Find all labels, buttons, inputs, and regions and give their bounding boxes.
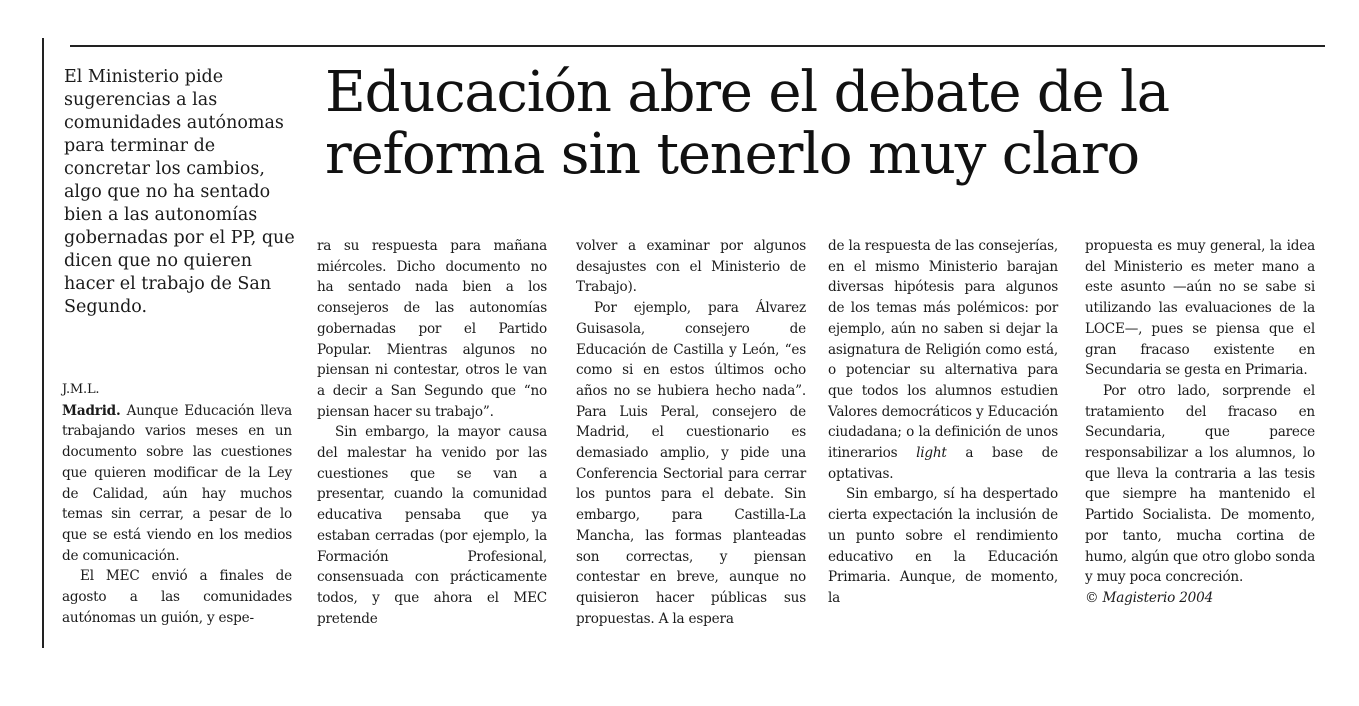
paragraph: ra su respuesta para mañana miércoles. Dicho documento no ha sentado nada bien a los consejeros de las autonomías gobernadas por el Partido Popular. Mientras algunos no piensan ni contestar, otros le van a decir a San Segundo que “no piensan hacer su trabajo”. — [317, 238, 547, 420]
headline — [325, 62, 1345, 186]
article-column-5 — [1085, 236, 1315, 609]
paragraph-text: de la respuesta de las consejerías, en el mismo Ministerio barajan diversas hipótesis para algunos de los temas más polémicos: por ejemplo, aún no saben si dejar la asignatura de Religión como está, o potenciar su alternativa para que todos los alumnos estudien Valores democráticos y Educación ciudadana; o la definición de unos itinerarios — [828, 238, 1058, 462]
paragraph — [828, 236, 1058, 484]
paragraph: volver a examinar por algunos desajustes con el Ministerio de Trabajo). — [576, 238, 806, 296]
paragraph-text: a base de optativas. — [828, 445, 1059, 482]
dateline: Madrid. — [62, 402, 121, 419]
paragraph: propuesta es muy general, la idea del Ministerio es meter mano a este asunto —aún no se sabe si utilizando las evaluaciones de la LOCE—, pues se piensa que el gran fracaso existente en Secundaria se gesta en Primaria. — [1085, 238, 1315, 379]
paragraph: El MEC envió a finales de agosto a las comunidades autónomas un guión, y espe- — [62, 568, 292, 626]
paragraph-text: Aunque Educación lleva trabajando varios meses en un documento sobre las cuestiones que quieren modificar de la Ley de Calidad, aún hay muchos temas sin cerrar, a pesar de lo que se está viendo en los medios de comunicación. — [62, 402, 293, 564]
paragraph — [62, 401, 292, 567]
left-column-rule — [42, 38, 44, 648]
article-column-4 — [828, 236, 1058, 609]
headline-line-1: Educación abre el debate de la — [325, 60, 1169, 125]
standfirst: El Ministerio pide sugerencias a las comunidades autónomas para terminar de concretar los cambios, algo que no ha sentado bien a las autonomías gobernadas por el PP, que dicen que no quieren hacer el trabajo de San Segundo. — [64, 67, 295, 317]
paragraph: Por ejemplo, para Álvarez Guisasola, consejero de Educación de Castilla y León, “es como si en estos últimos ocho años no se hubiera hecho nada”. Para Luis Peral, consejero de Madrid, el cuestionario es demasiado amplio, y pide una Conferencia Sectorial para cerrar los puntos para el debate. Sin embargo, para Castilla-La Mancha, las formas planteadas son correctas, y piensan contestar en breve, aunque no quisieron hacer públicas sus propuestas. A la espera — [576, 300, 806, 627]
byline: J.M.L. — [62, 382, 100, 397]
article-column-2 — [317, 236, 547, 629]
headline-line-2: reforma sin tenerlo muy claro — [325, 122, 1139, 187]
paragraph: Sin embargo, sí ha despertado cierta expectación la inclusión de un punto sobre el rendimiento educativo en la Educación Primaria. Aunque, de momento, la — [828, 486, 1058, 606]
emphasis-light: light — [916, 445, 947, 462]
top-rule — [70, 45, 1325, 47]
paragraph: Por otro lado, sorprende el tratamiento del fracaso en Secundaria, que parece responsabilizar a los alumnos, lo que lleva la contraria a las tesis que siempre ha mantenido el Partido Socialista. De momento, por tanto, mucha cortina de humo, algún que otro globo sonda y muy poca concreción. — [1085, 382, 1315, 586]
copyright-credit: © Magisterio 2004 — [1085, 589, 1214, 606]
article-column-3 — [576, 236, 806, 629]
paragraph: Sin embargo, la mayor causa del malestar ha venido por las cuestiones que se van a presentar, cuando la comunidad educativa pensaba que ya estaban cerradas (por ejemplo, la Formación Profesional, consensuada con prácticamente todos, y que ahora el MEC pretende — [317, 424, 547, 627]
article-column-1 — [62, 380, 292, 628]
